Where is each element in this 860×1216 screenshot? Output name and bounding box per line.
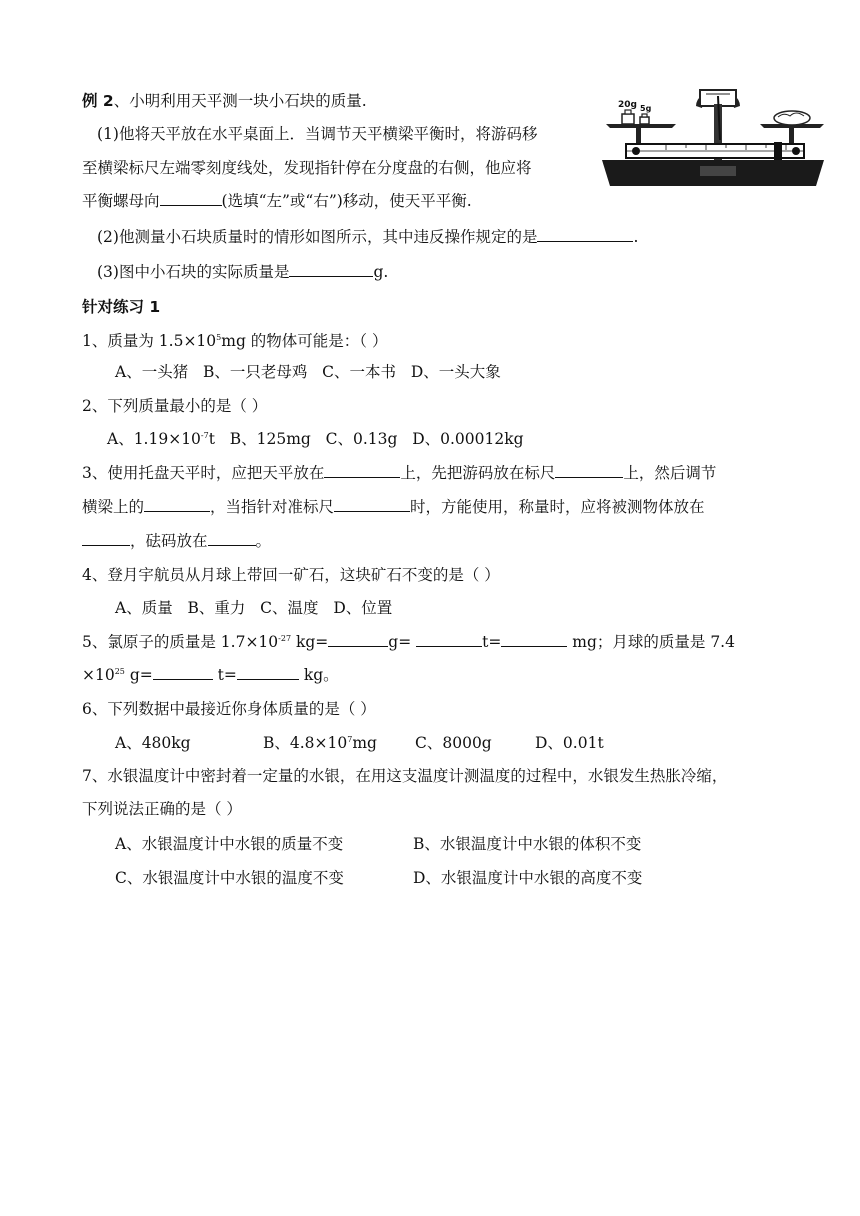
balance-scale-figure [596, 86, 828, 190]
question-1-exponent: 5 [216, 333, 222, 342]
weight-20g-label: 20g [618, 100, 637, 110]
question-6-option-b-unit: mg [352, 734, 377, 752]
question-5-text-h: t= [212, 666, 237, 684]
question-3-text-a: 3、使用托盘天平时，应把天平放在 [82, 464, 325, 482]
question-3-line3 [82, 531, 271, 551]
question-1-text-b: mg 的物体可能是：（ ） [221, 332, 388, 350]
example2-part2 [97, 227, 638, 247]
question-5-exponent-1: -27 [278, 634, 292, 643]
answer-blank[interactable] [416, 632, 482, 647]
question-6-option-a[interactable]: A、480kg [115, 734, 191, 752]
question-3-text-g: ，砝码放在 [130, 532, 208, 550]
answer-blank[interactable] [334, 497, 410, 512]
example2-part3-text: (3)图中小石块的实际质量是 [97, 263, 290, 281]
example2-part1-line1: (1)他将天平放在水平桌面上．当调节天平横梁平衡时，将游码移 [97, 125, 538, 143]
question-2-option-d[interactable]: D、0.00012kg [412, 430, 524, 448]
answer-blank[interactable] [328, 632, 388, 647]
answer-blank[interactable] [501, 632, 567, 647]
question-6-option-b-text: B、4.8×10 [263, 734, 348, 752]
question-7-options-row2 [115, 868, 642, 888]
question-2-option-b[interactable]: B、125mg [229, 430, 311, 448]
weight-5g-label: 5g [640, 104, 652, 113]
question-3-text-c: 上，然后调节 [623, 464, 717, 482]
question-3-text-f: 时，方能使用，称量时，应将被测物体放在 [410, 498, 705, 516]
example2-title [82, 91, 367, 111]
question-1-option-c[interactable]: C、一本书 [322, 363, 397, 381]
answer-blank[interactable] [144, 497, 210, 512]
question-2-option-a-exponent: -7 [200, 431, 209, 440]
question-7-option-b[interactable]: B、水银温度计中水银的体积不变 [413, 835, 642, 853]
answer-blank[interactable] [153, 665, 213, 680]
question-6-option-b-exponent: 7 [347, 735, 353, 744]
question-6-stem: 6、下列数据中最接近你身体质量的是（ ） [82, 700, 376, 718]
question-2-options [107, 429, 524, 452]
question-5-text-g: g= [124, 666, 153, 684]
question-6-options [115, 733, 604, 756]
answer-blank[interactable] [537, 227, 633, 242]
answer-blank[interactable] [289, 262, 373, 277]
question-3-line1 [82, 463, 716, 483]
question-3-line2 [82, 497, 705, 517]
question-4-option-d[interactable]: D、位置 [333, 599, 393, 617]
question-5-text-e: mg；月球的质量是 7.4 [567, 633, 735, 651]
question-2-stem: 2、下列质量最小的是（ ） [82, 397, 268, 415]
question-1-text-a: 1、质量为 1.5×10 [82, 332, 217, 350]
question-5-text-f: ×10 [82, 666, 115, 684]
example2-part1-line2: 至横梁标尺左端零刻度线处，发现指针停在分度盘的右侧，他应将 [82, 159, 532, 177]
answer-blank[interactable] [82, 531, 130, 546]
question-7-options-row1 [115, 834, 641, 854]
question-5-text-i: kg。 [298, 666, 339, 684]
question-5-text-b: kg= [291, 633, 329, 651]
question-5-line2 [82, 665, 339, 688]
question-3-text-e: ，当指针对准标尺 [210, 498, 335, 516]
question-4-stem: 4、登月宇航员从月球上带回一矿石，这块矿石不变的是（ ） [82, 566, 500, 584]
question-2-option-a-text: A、1.19×10 [107, 430, 201, 448]
question-3-text-b: 上，先把游码放在标尺 [400, 464, 556, 482]
question-3-text-d: 横梁上的 [82, 498, 145, 516]
question-4-option-c[interactable]: C、温度 [260, 599, 319, 617]
example2-part1-line3-text-b: (选填“左”或“右”)移动，使天平平衡. [221, 192, 472, 210]
question-4-options [115, 598, 392, 618]
question-5-text-d: t= [482, 633, 502, 651]
question-2-option-a[interactable] [107, 429, 215, 452]
example2-label: 例 2 [82, 92, 114, 110]
question-1-option-a[interactable]: A、一头猪 [115, 363, 189, 381]
practice-heading: 针对练习 1 [82, 298, 161, 316]
answer-blank[interactable] [324, 463, 400, 478]
question-1-stem [82, 331, 387, 354]
question-2-option-c[interactable]: C、0.13g [325, 430, 398, 448]
question-7-line2: 下列说法正确的是（ ） [82, 800, 242, 818]
question-5-line1 [82, 632, 735, 655]
question-5-text-a: 5、氯原子的质量是 1.7×10 [82, 633, 279, 651]
example2-part1-line3 [82, 191, 472, 211]
question-7-option-c[interactable]: C、水银温度计中水银的温度不变 [115, 869, 344, 887]
question-2-option-a-unit: t [208, 430, 215, 448]
question-1-option-b[interactable]: B、一只老母鸡 [202, 363, 308, 381]
answer-blank[interactable] [555, 463, 623, 478]
question-7-option-d[interactable]: D、水银温度计中水银的高度不变 [413, 869, 643, 887]
question-1-option-d[interactable]: D、一头大象 [410, 363, 501, 381]
question-6-option-c[interactable]: C、8000g [415, 734, 492, 752]
question-6-option-d[interactable]: D、0.01t [535, 734, 604, 752]
question-7-option-a[interactable]: A、水银温度计中水银的质量不变 [115, 835, 344, 853]
example2-part2-end: . [633, 228, 639, 246]
example2-part2-text: (2)他测量小石块质量时的情形如图所示，其中违反操作规定的是 [97, 228, 538, 246]
answer-blank[interactable] [160, 191, 222, 206]
question-4-option-b[interactable]: B、重力 [187, 599, 246, 617]
question-5-exponent-2: 25 [114, 667, 125, 676]
question-6-option-b[interactable] [263, 733, 415, 756]
question-5-text-c: g= [388, 633, 417, 651]
question-4-option-a[interactable]: A、质量 [115, 599, 173, 617]
question-7-line1: 7、水银温度计中密封着一定量的水银，在用这支温度计测温度的过程中，水银发生热胀冷缩， [82, 767, 728, 785]
example2-part3 [97, 262, 388, 282]
question-3-text-h: 。 [255, 532, 272, 550]
example2-title-text: 、小明利用天平测一块小石块的质量. [113, 92, 367, 110]
example2-part3-unit: g. [373, 263, 389, 281]
example2-part1-line3-text-a: 平衡螺母向 [82, 192, 160, 210]
answer-blank[interactable] [237, 665, 299, 680]
answer-blank[interactable] [208, 531, 256, 546]
question-1-options [115, 362, 501, 382]
